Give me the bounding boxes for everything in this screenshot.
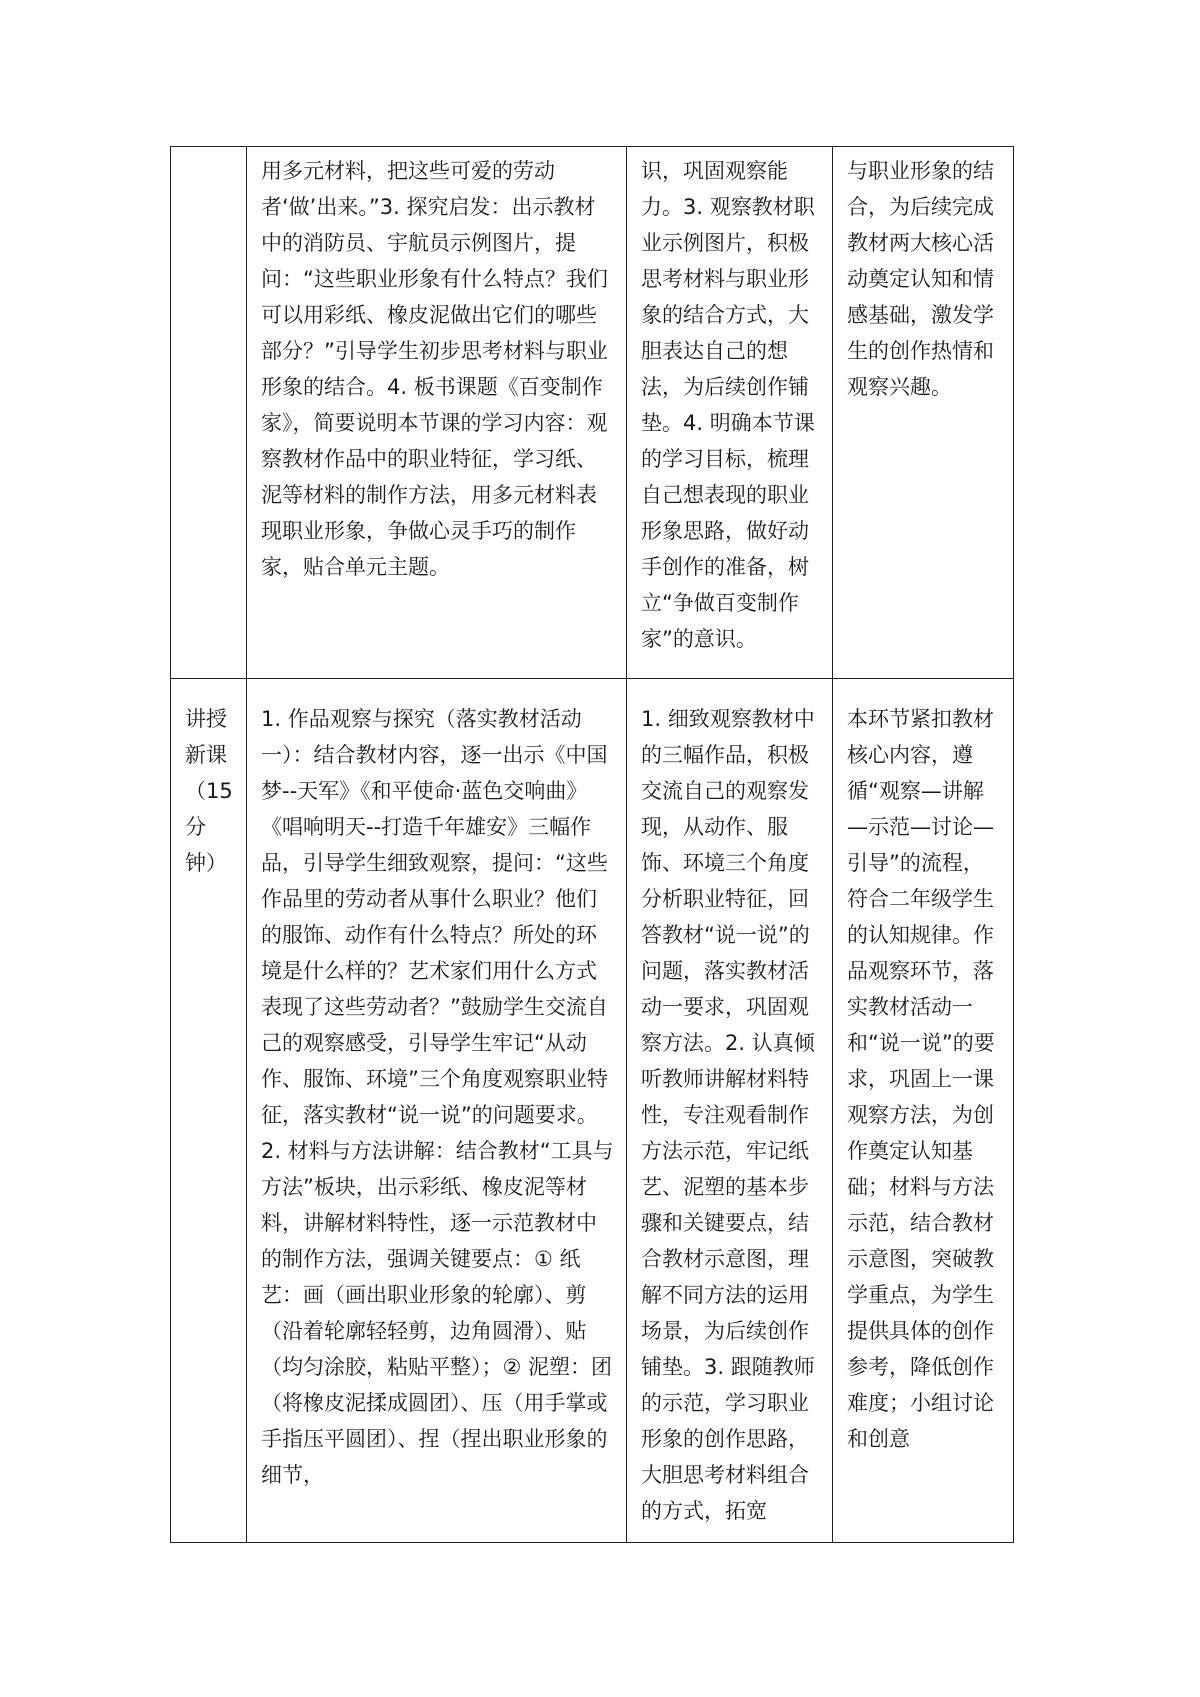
teacher-activity-text: 1. 作品观察与探究（落实教材活动一）：结合教材内容，逐一出示《中国梦--天军》《和平使命·蓝色交响曲》《唱响明天--打造千年雄安》三幅作品，引导学生细致观察，提问：“这些作品里的劳动者从事什么职业？他们的服饰、动作有什么特点？所处的环境是什么样的？艺术家们用什么方式表现了这些劳动者？”鼓励学生交流自己的观察感受，引导学生牢记“从动作、服饰、环境”三个角度观察职业特征，落实教材“说一说”的问题要求。2. 材料与方法讲解：结合教材“工具与方法”板块，出示彩纸、橡皮泥等材料，讲解材料特性，逐一示范教材中的制作方法，强调关键要点：① 纸艺：画（画出职业形象的轮廓）、剪（沿着轮廓轻轻剪，边角圆滑）、贴（均匀涂胶，粘贴平整）；② 泥塑：团（将橡皮泥揉成圆团）、压（用手掌或手指压平圆团）、捏（捏出职业形象的细节， [261,707,614,1487]
stage-text: 讲授新课（15分钟） [185,707,233,875]
teacher-activity-text: 用多元材料，把这些可爱的劳动者‘做’出来。”3. 探究启发：出示教材中的消防员、宇航员示例图片，提问：“这些职业形象有什么特点？我们可以用彩纸、橡皮泥做出它们的哪些部分？”引导学生初步思考材料与职业形象的结合。4. 板书课题《百变制作家》，简要说明本节课的学习内容：观察教材作品中的职业特征，学习纸、泥等材料的制作方法，用多元材料表现职业形象，争做心灵手巧的制作家，贴合单元主题。 [261,159,608,579]
student-activity-cell [627,147,833,679]
student-activity-text: 1. 细致观察教材中的三幅作品，积极交流自己的观察发现，从动作、服饰、环境三个角度分析职业特征，回答教材“说一说”的问题，落实教材活动一要求，巩固观察方法。2. 认真倾听教师讲解材料特性，专注观看制作方法示范，牢记纸艺、泥塑的基本步骤和关键要点，结合教材示意图，理解不同方法的运用场景，为后续创作铺垫。3. 跟随教师的示范，学习职业形象的创作思路，大胆思考材料组合的方式，拓宽 [641,707,815,1523]
table-row [171,147,1014,679]
stage-cell [171,679,247,1543]
design-intent-text: 与职业形象的结合，为后续完成教材两大核心活动奠定认知和情感基础，激发学生的创作热情和观察兴趣。 [847,159,994,399]
student-activity-cell [627,679,833,1543]
lesson-plan-table [170,146,1014,1543]
teacher-activity-cell [247,147,627,679]
design-intent-cell [833,679,1014,1543]
table-row [171,679,1014,1543]
design-intent-cell [833,147,1014,679]
design-intent-text: 本环节紧扣教材核心内容，遵循“观察—讲解—示范—讨论—引导”的流程，符合二年级学生的认知规律。作品观察环节，落实教材活动一和“说一说”的要求，巩固上一课观察方法，为创作奠定认知基础；材料与方法示范，结合教材示意图，突破教学重点，为学生提供具体的创作参考，降低创作难度；小组讨论和创意 [847,707,995,1451]
teacher-activity-cell [247,679,627,1543]
stage-cell [171,147,247,679]
student-activity-text: 识，巩固观察能力。3. 观察教材职业示例图片，积极思考材料与职业形象的结合方式，大胆表达自己的想法，为后续创作铺垫。4. 明确本节课的学习目标，梳理自己想表现的职业形象思路，做好动手创作的准备，树立“争做百变制作家”的意识。 [641,159,815,651]
stage-text [171,147,246,153]
